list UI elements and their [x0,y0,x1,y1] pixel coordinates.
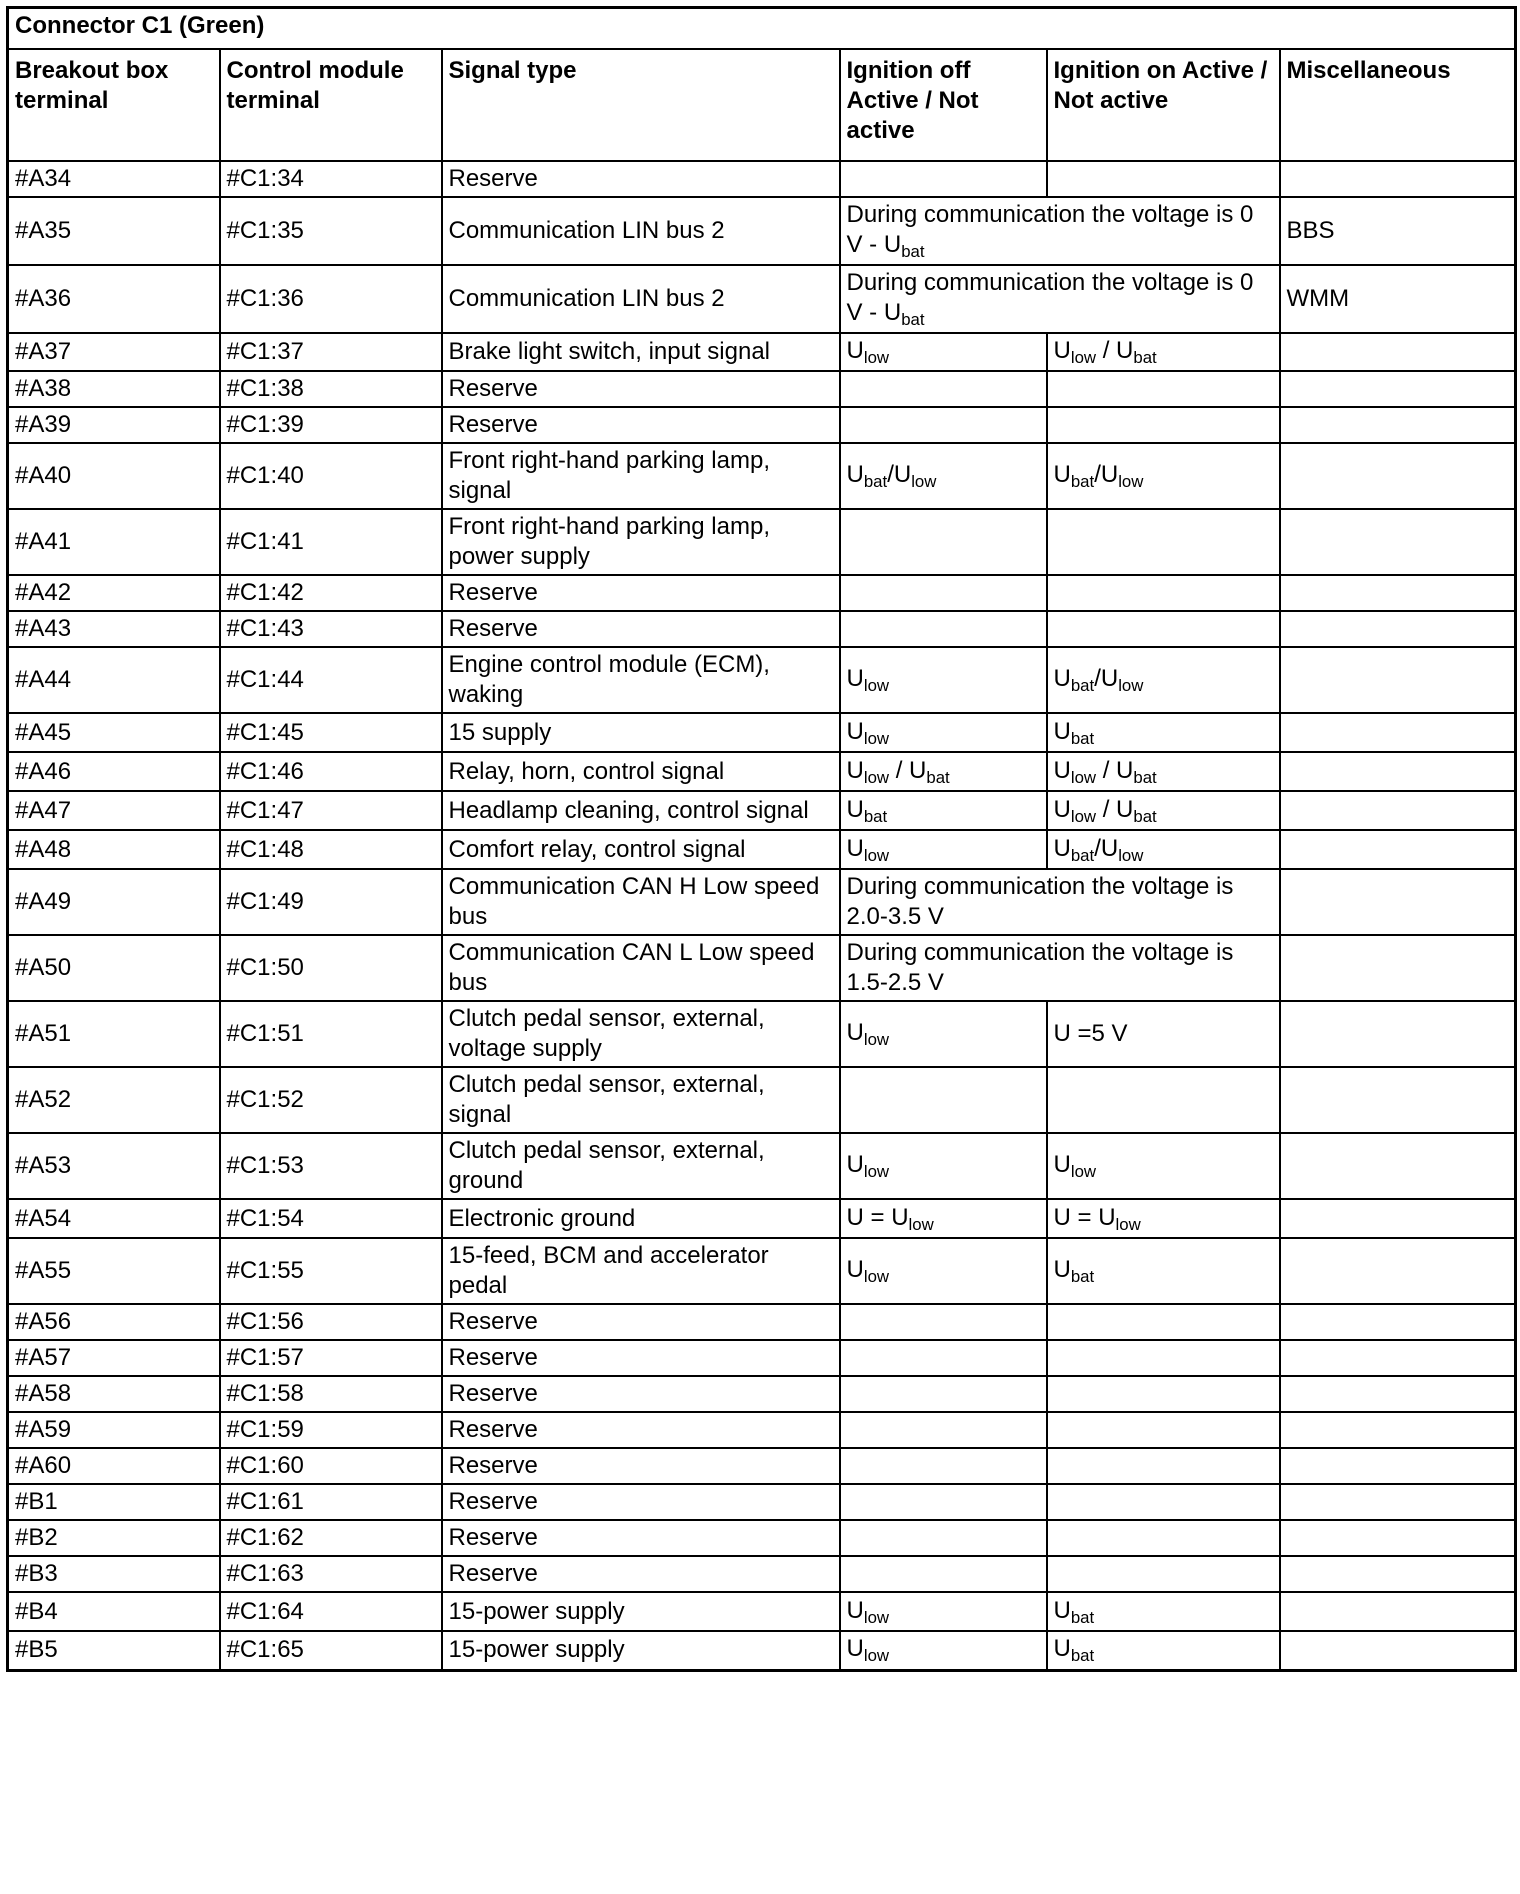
table-row [8,752,1516,791]
signal-type-cell: Front right-hand parking lamp, signal [442,443,840,509]
miscellaneous-cell [1280,1199,1516,1238]
table-row [8,1412,1516,1448]
control-module-terminal-cell: #C1:51 [220,1001,442,1067]
control-module-terminal-cell: #C1:62 [220,1520,442,1556]
signal-type-cell: Reserve [442,1304,840,1340]
ignition-off-cell: $U_{bat}/U_{low}$ [840,443,1047,509]
table-row [8,443,1516,509]
ignition-on-cell [1047,161,1280,197]
ignition-on-cell: $U_{bat}$ [1047,1238,1280,1304]
breakout-box-terminal-cell: #A55 [8,1238,220,1304]
ignition-off-cell [840,1484,1047,1520]
ignition-on-cell [1047,1556,1280,1592]
ignition-off-cell [840,1448,1047,1484]
ignition-on-cell [1047,575,1280,611]
breakout-box-terminal-cell: #A49 [8,869,220,935]
table-row [8,509,1516,575]
column-header-control-module-terminal: Control module terminal [220,49,442,161]
table-row [8,713,1516,752]
miscellaneous-cell: BBS [1280,197,1516,265]
table-row [8,161,1516,197]
table-body [8,161,1516,1670]
miscellaneous-cell [1280,509,1516,575]
control-module-terminal-cell: #C1:52 [220,1067,442,1133]
ignition-off-cell [840,1376,1047,1412]
table-title: Connector C1 (Green) [8,8,1516,50]
table-row [8,1631,1516,1670]
voltage-description-cell: During communication the voltage is 0 V - $U_{bat}$ [840,265,1280,333]
ignition-off-cell: $U_{low}$ [840,1133,1047,1199]
ignition-off-cell: $U_{low}$ [840,1001,1047,1067]
breakout-box-terminal-cell: #A57 [8,1340,220,1376]
ignition-off-cell: $U_{low}$ [840,333,1047,371]
ignition-on-cell: $U_{low} / U_{bat}$ [1047,752,1280,791]
ignition-off-cell: $U_{low} / U_{bat}$ [840,752,1047,791]
ignition-on-cell: $U_{bat}$ [1047,1631,1280,1670]
miscellaneous-cell [1280,1340,1516,1376]
control-module-terminal-cell: #C1:43 [220,611,442,647]
ignition-off-cell [840,1340,1047,1376]
signal-type-cell: Reserve [442,1340,840,1376]
ignition-on-cell: $U_{bat}$ [1047,1592,1280,1631]
breakout-box-terminal-cell: #A52 [8,1067,220,1133]
control-module-terminal-cell: #C1:40 [220,443,442,509]
voltage-description-cell: During communication the voltage is 1.5-2.5 V [840,935,1280,1001]
table-row [8,1520,1516,1556]
miscellaneous-cell [1280,1304,1516,1340]
signal-type-cell: Relay, horn, control signal [442,752,840,791]
table-row [8,1199,1516,1238]
miscellaneous-cell [1280,371,1516,407]
ignition-off-cell [840,407,1047,443]
control-module-terminal-cell: #C1:36 [220,265,442,333]
miscellaneous-cell [1280,752,1516,791]
table-row [8,935,1516,1001]
ignition-off-cell: $U_{bat}$ [840,791,1047,830]
table-row [8,1340,1516,1376]
miscellaneous-cell [1280,1556,1516,1592]
control-module-terminal-cell: #C1:50 [220,935,442,1001]
ignition-on-cell: $U_{bat}/U_{low}$ [1047,443,1280,509]
miscellaneous-cell [1280,611,1516,647]
ignition-on-cell [1047,407,1280,443]
signal-type-cell: Clutch pedal sensor, external, signal [442,1067,840,1133]
miscellaneous-cell [1280,1592,1516,1631]
table-row [8,197,1516,265]
ignition-on-cell [1047,1412,1280,1448]
miscellaneous-cell [1280,161,1516,197]
signal-type-cell: Communication LIN bus 2 [442,265,840,333]
breakout-box-terminal-cell: #A43 [8,611,220,647]
ignition-on-cell [1047,611,1280,647]
control-module-terminal-cell: #C1:65 [220,1631,442,1670]
table-row [8,1133,1516,1199]
ignition-off-cell [840,509,1047,575]
signal-type-cell: Reserve [442,611,840,647]
control-module-terminal-cell: #C1:53 [220,1133,442,1199]
ignition-off-cell [840,1556,1047,1592]
signal-type-cell: Clutch pedal sensor, external, voltage supply [442,1001,840,1067]
miscellaneous-cell [1280,830,1516,869]
signal-type-cell: Reserve [442,407,840,443]
ignition-on-cell: $U_{low}$ [1047,1133,1280,1199]
control-module-terminal-cell: #C1:47 [220,791,442,830]
breakout-box-terminal-cell: #B4 [8,1592,220,1631]
breakout-box-terminal-cell: #A37 [8,333,220,371]
table-row [8,1304,1516,1340]
table-row [8,791,1516,830]
control-module-terminal-cell: #C1:64 [220,1592,442,1631]
signal-type-cell: 15-feed, BCM and accelerator pedal [442,1238,840,1304]
ignition-off-cell: $U_{low}$ [840,830,1047,869]
voltage-description-cell: During communication the voltage is 0 V - $U_{bat}$ [840,197,1280,265]
ignition-on-cell: $U = U_{low}$ [1047,1199,1280,1238]
ignition-off-cell: $U = U_{low}$ [840,1199,1047,1238]
miscellaneous-cell [1280,713,1516,752]
control-module-terminal-cell: #C1:61 [220,1484,442,1520]
voltage-description-cell: During communication the voltage is 2.0-3.5 V [840,869,1280,935]
breakout-box-terminal-cell: #A46 [8,752,220,791]
breakout-box-terminal-cell: #A59 [8,1412,220,1448]
ignition-on-cell [1047,509,1280,575]
column-header-ignition-off: Ignition off Active / Not active [840,49,1047,161]
signal-type-cell: 15 supply [442,713,840,752]
breakout-box-terminal-cell: #A47 [8,791,220,830]
control-module-terminal-cell: #C1:38 [220,371,442,407]
breakout-box-terminal-cell: #A54 [8,1199,220,1238]
breakout-box-terminal-cell: #A40 [8,443,220,509]
signal-type-cell: Reserve [442,1448,840,1484]
ignition-on-cell [1047,1484,1280,1520]
signal-type-cell: Reserve [442,1376,840,1412]
table-row [8,1238,1516,1304]
signal-type-cell: Communication LIN bus 2 [442,197,840,265]
control-module-terminal-cell: #C1:45 [220,713,442,752]
signal-type-cell: Reserve [442,1520,840,1556]
signal-type-cell: Clutch pedal sensor, external, ground [442,1133,840,1199]
table-row [8,333,1516,371]
table-row [8,869,1516,935]
control-module-terminal-cell: #C1:46 [220,752,442,791]
connector-table-container [6,6,1517,1672]
breakout-box-terminal-cell: #A35 [8,197,220,265]
ignition-on-cell: $U_{bat}$ [1047,713,1280,752]
control-module-terminal-cell: #C1:58 [220,1376,442,1412]
miscellaneous-cell [1280,1067,1516,1133]
signal-type-cell: Communication CAN L Low speed bus [442,935,840,1001]
miscellaneous-cell [1280,1484,1516,1520]
signal-type-cell: Reserve [442,1412,840,1448]
ignition-on-cell [1047,371,1280,407]
control-module-terminal-cell: #C1:37 [220,333,442,371]
miscellaneous-cell [1280,1448,1516,1484]
table-row [8,265,1516,333]
signal-type-cell: Reserve [442,161,840,197]
table-row [8,1448,1516,1484]
table-row [8,1484,1516,1520]
miscellaneous-cell [1280,935,1516,1001]
breakout-box-terminal-cell: #A51 [8,1001,220,1067]
breakout-box-terminal-cell: #B5 [8,1631,220,1670]
ignition-on-cell [1047,1340,1280,1376]
ignition-on-cell: $U_{low} / U_{bat}$ [1047,333,1280,371]
miscellaneous-cell [1280,1631,1516,1670]
miscellaneous-cell: WMM [1280,265,1516,333]
ignition-off-cell: $U_{low}$ [840,1592,1047,1631]
breakout-box-terminal-cell: #B2 [8,1520,220,1556]
miscellaneous-cell [1280,1133,1516,1199]
miscellaneous-cell [1280,1412,1516,1448]
breakout-box-terminal-cell: #A42 [8,575,220,611]
ignition-off-cell [840,611,1047,647]
control-module-terminal-cell: #C1:63 [220,1556,442,1592]
ignition-on-cell [1047,1304,1280,1340]
control-module-terminal-cell: #C1:49 [220,869,442,935]
miscellaneous-cell [1280,575,1516,611]
breakout-box-terminal-cell: #A38 [8,371,220,407]
ignition-off-cell [840,1520,1047,1556]
ignition-on-cell: $U_{bat}/U_{low}$ [1047,647,1280,713]
control-module-terminal-cell: #C1:60 [220,1448,442,1484]
ignition-on-cell [1047,1376,1280,1412]
breakout-box-terminal-cell: #A45 [8,713,220,752]
ignition-off-cell [840,1412,1047,1448]
ignition-on-cell: U =5 V [1047,1001,1280,1067]
breakout-box-terminal-cell: #A39 [8,407,220,443]
signal-type-cell: Reserve [442,1484,840,1520]
signal-type-cell: Front right-hand parking lamp, power supply [442,509,840,575]
signal-type-cell: Comfort relay, control signal [442,830,840,869]
miscellaneous-cell [1280,1238,1516,1304]
ignition-on-cell: $U_{bat}/U_{low}$ [1047,830,1280,869]
breakout-box-terminal-cell: #A44 [8,647,220,713]
miscellaneous-cell [1280,443,1516,509]
ignition-off-cell [840,371,1047,407]
signal-type-cell: 15-power supply [442,1592,840,1631]
ignition-off-cell: $U_{low}$ [840,1631,1047,1670]
column-header-signal-type: Signal type [442,49,840,161]
column-header-breakout-box-terminal: Breakout box terminal [8,49,220,161]
table-row [8,575,1516,611]
ignition-off-cell: $U_{low}$ [840,647,1047,713]
table-row [8,371,1516,407]
ignition-on-cell [1047,1448,1280,1484]
connector-table [6,6,1517,1672]
table-row [8,1376,1516,1412]
ignition-on-cell [1047,1520,1280,1556]
control-module-terminal-cell: #C1:39 [220,407,442,443]
miscellaneous-cell [1280,869,1516,935]
ignition-off-cell [840,1304,1047,1340]
table-row [8,1001,1516,1067]
ignition-on-cell [1047,1067,1280,1133]
control-module-terminal-cell: #C1:42 [220,575,442,611]
signal-type-cell: Engine control module (ECM), waking [442,647,840,713]
ignition-off-cell: $U_{low}$ [840,1238,1047,1304]
breakout-box-terminal-cell: #A48 [8,830,220,869]
ignition-on-cell: $U_{low} / U_{bat}$ [1047,791,1280,830]
signal-type-cell: Brake light switch, input signal [442,333,840,371]
table-row [8,611,1516,647]
miscellaneous-cell [1280,647,1516,713]
table-row [8,830,1516,869]
breakout-box-terminal-cell: #A53 [8,1133,220,1199]
breakout-box-terminal-cell: #B3 [8,1556,220,1592]
ignition-off-cell [840,1067,1047,1133]
signal-type-cell: Reserve [442,1556,840,1592]
breakout-box-terminal-cell: #A36 [8,265,220,333]
table-row [8,407,1516,443]
header-row [8,49,1516,161]
miscellaneous-cell [1280,1376,1516,1412]
control-module-terminal-cell: #C1:54 [220,1199,442,1238]
miscellaneous-cell [1280,791,1516,830]
ignition-off-cell: $U_{low}$ [840,713,1047,752]
table-row [8,1592,1516,1631]
control-module-terminal-cell: #C1:44 [220,647,442,713]
table-row [8,647,1516,713]
column-header-miscellaneous: Miscellaneous [1280,49,1516,161]
ignition-off-cell [840,161,1047,197]
column-header-ignition-on: Ignition on Active / Not active [1047,49,1280,161]
control-module-terminal-cell: #C1:59 [220,1412,442,1448]
miscellaneous-cell [1280,1001,1516,1067]
breakout-box-terminal-cell: #A41 [8,509,220,575]
control-module-terminal-cell: #C1:56 [220,1304,442,1340]
control-module-terminal-cell: #C1:55 [220,1238,442,1304]
signal-type-cell: 15-power supply [442,1631,840,1670]
signal-type-cell: Reserve [442,575,840,611]
breakout-box-terminal-cell: #B1 [8,1484,220,1520]
control-module-terminal-cell: #C1:41 [220,509,442,575]
breakout-box-terminal-cell: #A58 [8,1376,220,1412]
control-module-terminal-cell: #C1:48 [220,830,442,869]
table-row [8,1556,1516,1592]
control-module-terminal-cell: #C1:57 [220,1340,442,1376]
miscellaneous-cell [1280,333,1516,371]
breakout-box-terminal-cell: #A60 [8,1448,220,1484]
signal-type-cell: Communication CAN H Low speed bus [442,869,840,935]
breakout-box-terminal-cell: #A50 [8,935,220,1001]
signal-type-cell: Headlamp cleaning, control signal [442,791,840,830]
control-module-terminal-cell: #C1:34 [220,161,442,197]
miscellaneous-cell [1280,1520,1516,1556]
breakout-box-terminal-cell: #A34 [8,161,220,197]
miscellaneous-cell [1280,407,1516,443]
signal-type-cell: Reserve [442,371,840,407]
table-row [8,1067,1516,1133]
signal-type-cell: Electronic ground [442,1199,840,1238]
control-module-terminal-cell: #C1:35 [220,197,442,265]
breakout-box-terminal-cell: #A56 [8,1304,220,1340]
ignition-off-cell [840,575,1047,611]
